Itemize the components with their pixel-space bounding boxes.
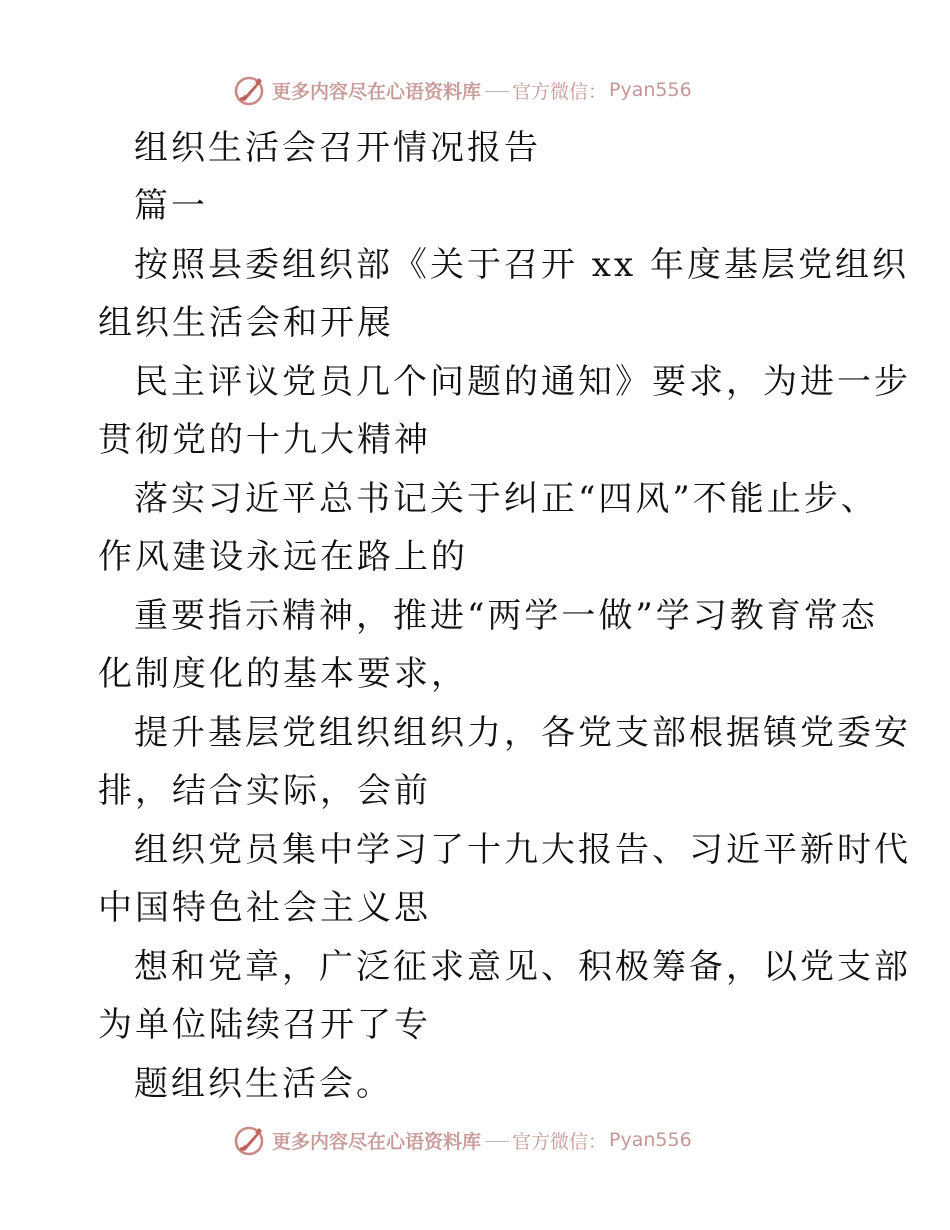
footer-banner (232, 1122, 692, 1158)
body-line: 排，结合实际，会前 (98, 771, 431, 811)
body-line: 组织党员集中学习了十九大报告、习近平新时代 (134, 830, 911, 870)
body-line: 按照县委组织部《关于召开 xx 年度基层党组织 (134, 245, 909, 285)
body-line: 组织生活会和开展 (98, 303, 394, 343)
body-line: 化制度化的基本要求， (98, 654, 468, 694)
body-line: 重要指示精神，推进“两学一做”学习教育常态 (134, 596, 878, 636)
body-line: 中国特色社会主义思 (98, 888, 431, 928)
brand-text: 更多内容尽在心语资料库 (272, 80, 482, 103)
body-line: 提升基层党组织组织力，各党支部根据镇党委安 (134, 713, 911, 753)
quill-in-circle-icon (232, 1122, 268, 1158)
wechat-id: Pyan556 (609, 1129, 692, 1151)
brand-text: 更多内容尽在心语资料库 (272, 1130, 482, 1153)
wechat-id: Pyan556 (609, 79, 692, 101)
wechat-label: 官方微信： (512, 1130, 608, 1153)
body-line: 民主评议党员几个问题的通知》要求，为进一步 (134, 362, 911, 402)
body-line: 落实习近平总书记关于纠正“四风”不能止步、 (134, 479, 878, 519)
divider (485, 91, 509, 92)
body-line: 题组织生活会。 (134, 1064, 393, 1104)
wechat-label: 官方微信： (512, 80, 608, 103)
quill-in-circle-icon (232, 72, 268, 108)
section-heading: 篇一 (134, 186, 208, 226)
body-line: 想和党章，广泛征求意见、积极筹备，以党支部 (134, 947, 911, 987)
body-line: 贯彻党的十九大精神 (98, 420, 431, 460)
body-line: 作风建设永远在路上的 (98, 537, 468, 577)
divider (485, 1141, 509, 1142)
document-title: 组织生活会召开情况报告 (134, 128, 541, 168)
header-banner (232, 72, 692, 108)
body-line: 为单位陆续召开了专 (98, 1005, 431, 1045)
